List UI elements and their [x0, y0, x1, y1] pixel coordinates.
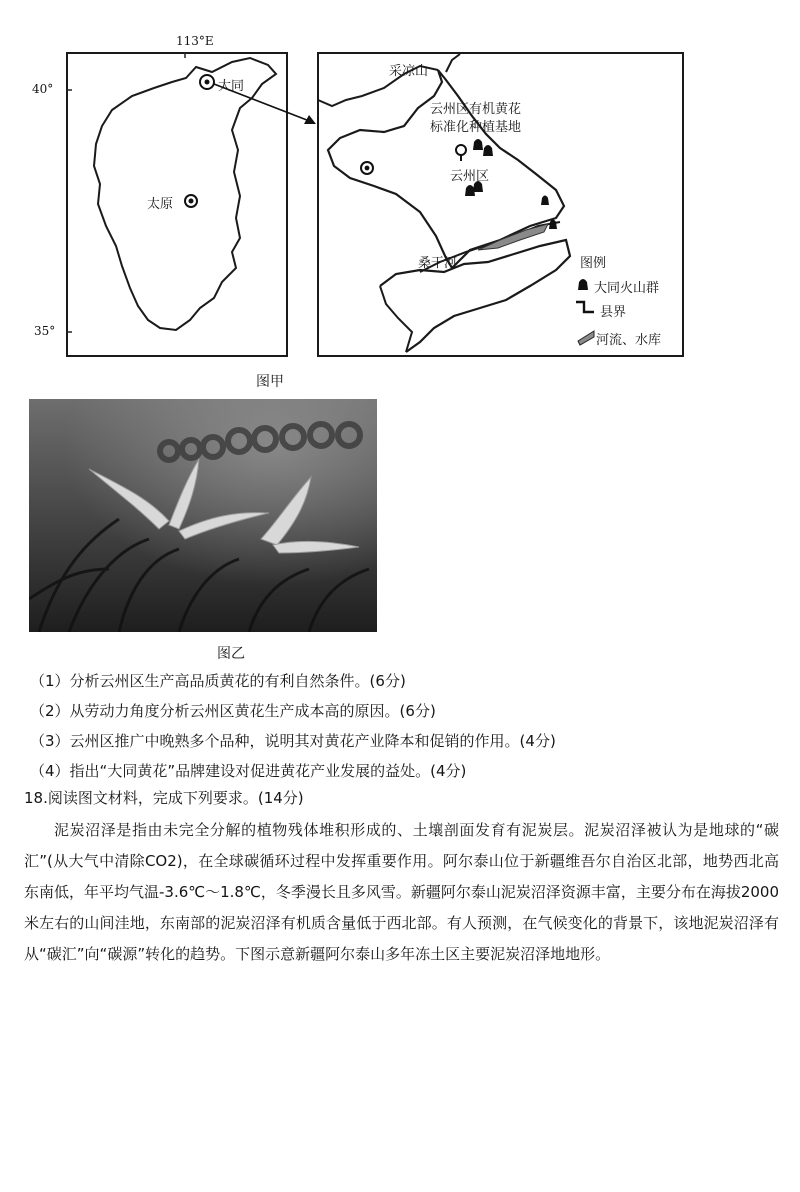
latitude-35-label: 35°: [34, 324, 56, 338]
legend-label-river: 河流、水库: [596, 333, 662, 348]
photo-caption: 图乙: [217, 646, 245, 662]
latitude-40-label: 40°: [32, 82, 54, 96]
question-3: （3）云州区推广中晚熟多个品种，说明其对黄花产业降本和促销的作用。(4分): [30, 732, 556, 750]
planting-base-label-1: 云州区有机黄花: [430, 102, 522, 117]
planting-base-marker: [456, 145, 466, 155]
city-label-datong: 大同: [218, 79, 245, 94]
legend-label-volcano: 大同火山群: [594, 281, 660, 296]
planting-base-label-2: 标准化种植基地: [430, 120, 522, 135]
mountain-label: 采凉山: [389, 64, 429, 79]
legend-label-boundary: 县界: [600, 305, 627, 320]
question-4: （4）指出“大同黄花”品牌建设对促进黄花产业发展的益处。(4分): [30, 762, 467, 780]
question-1: （1）分析云州区生产高品质黄花的有利自然条件。(6分): [30, 672, 406, 690]
longitude-label: 113°E: [176, 34, 214, 48]
legend-river-icon: [578, 331, 594, 345]
question-18-heading: 18.阅读图文材料，完成下列要求。(14分): [24, 789, 304, 807]
question-2: （2）从劳动力角度分析云州区黄花生产成本高的原因。(6分): [30, 702, 436, 720]
district-label: 云州区: [450, 169, 490, 184]
map-a-caption: 图甲: [256, 374, 284, 390]
question-18-paragraph: [24, 815, 779, 970]
map-b-drawing: [0, 0, 800, 380]
legend-boundary-icon: [576, 302, 594, 312]
legend-title: 图例: [580, 256, 607, 271]
question-18-text: 泥炭沼泽是指由未完全分解的植物残体堆积形成的、土壤剖面发育有泥炭层。泥炭沼泽被认为是地球的“碳汇”(从大气中清除CO2)，在全球碳循环过程中发挥重要作用。阿尔泰山位于新疆维吾尔自治区北部，地势西北高东南低，年平均气温-3.6℃～1.8℃，冬季漫长且多风雪。新疆阿尔泰山泥炭沼泽资源丰富，主要分布在海拔2000米左右的山间洼地，东南部的泥炭沼泽有机质含量低于西北部。有人预测，在气候变化的背景下，该地泥炭沼泽有从“碳汇”向“碳源”转化的趋势。下图示意新疆阿尔泰山多年冻土区主要泥炭沼泽地地形。: [24, 821, 779, 963]
city-label-taiyuan: 太原: [147, 197, 174, 212]
river-label: 桑干河: [418, 256, 458, 271]
legend-volcano-icon: [578, 279, 588, 290]
volcano-cluster: [465, 139, 557, 229]
daylily-photo: [29, 399, 377, 632]
